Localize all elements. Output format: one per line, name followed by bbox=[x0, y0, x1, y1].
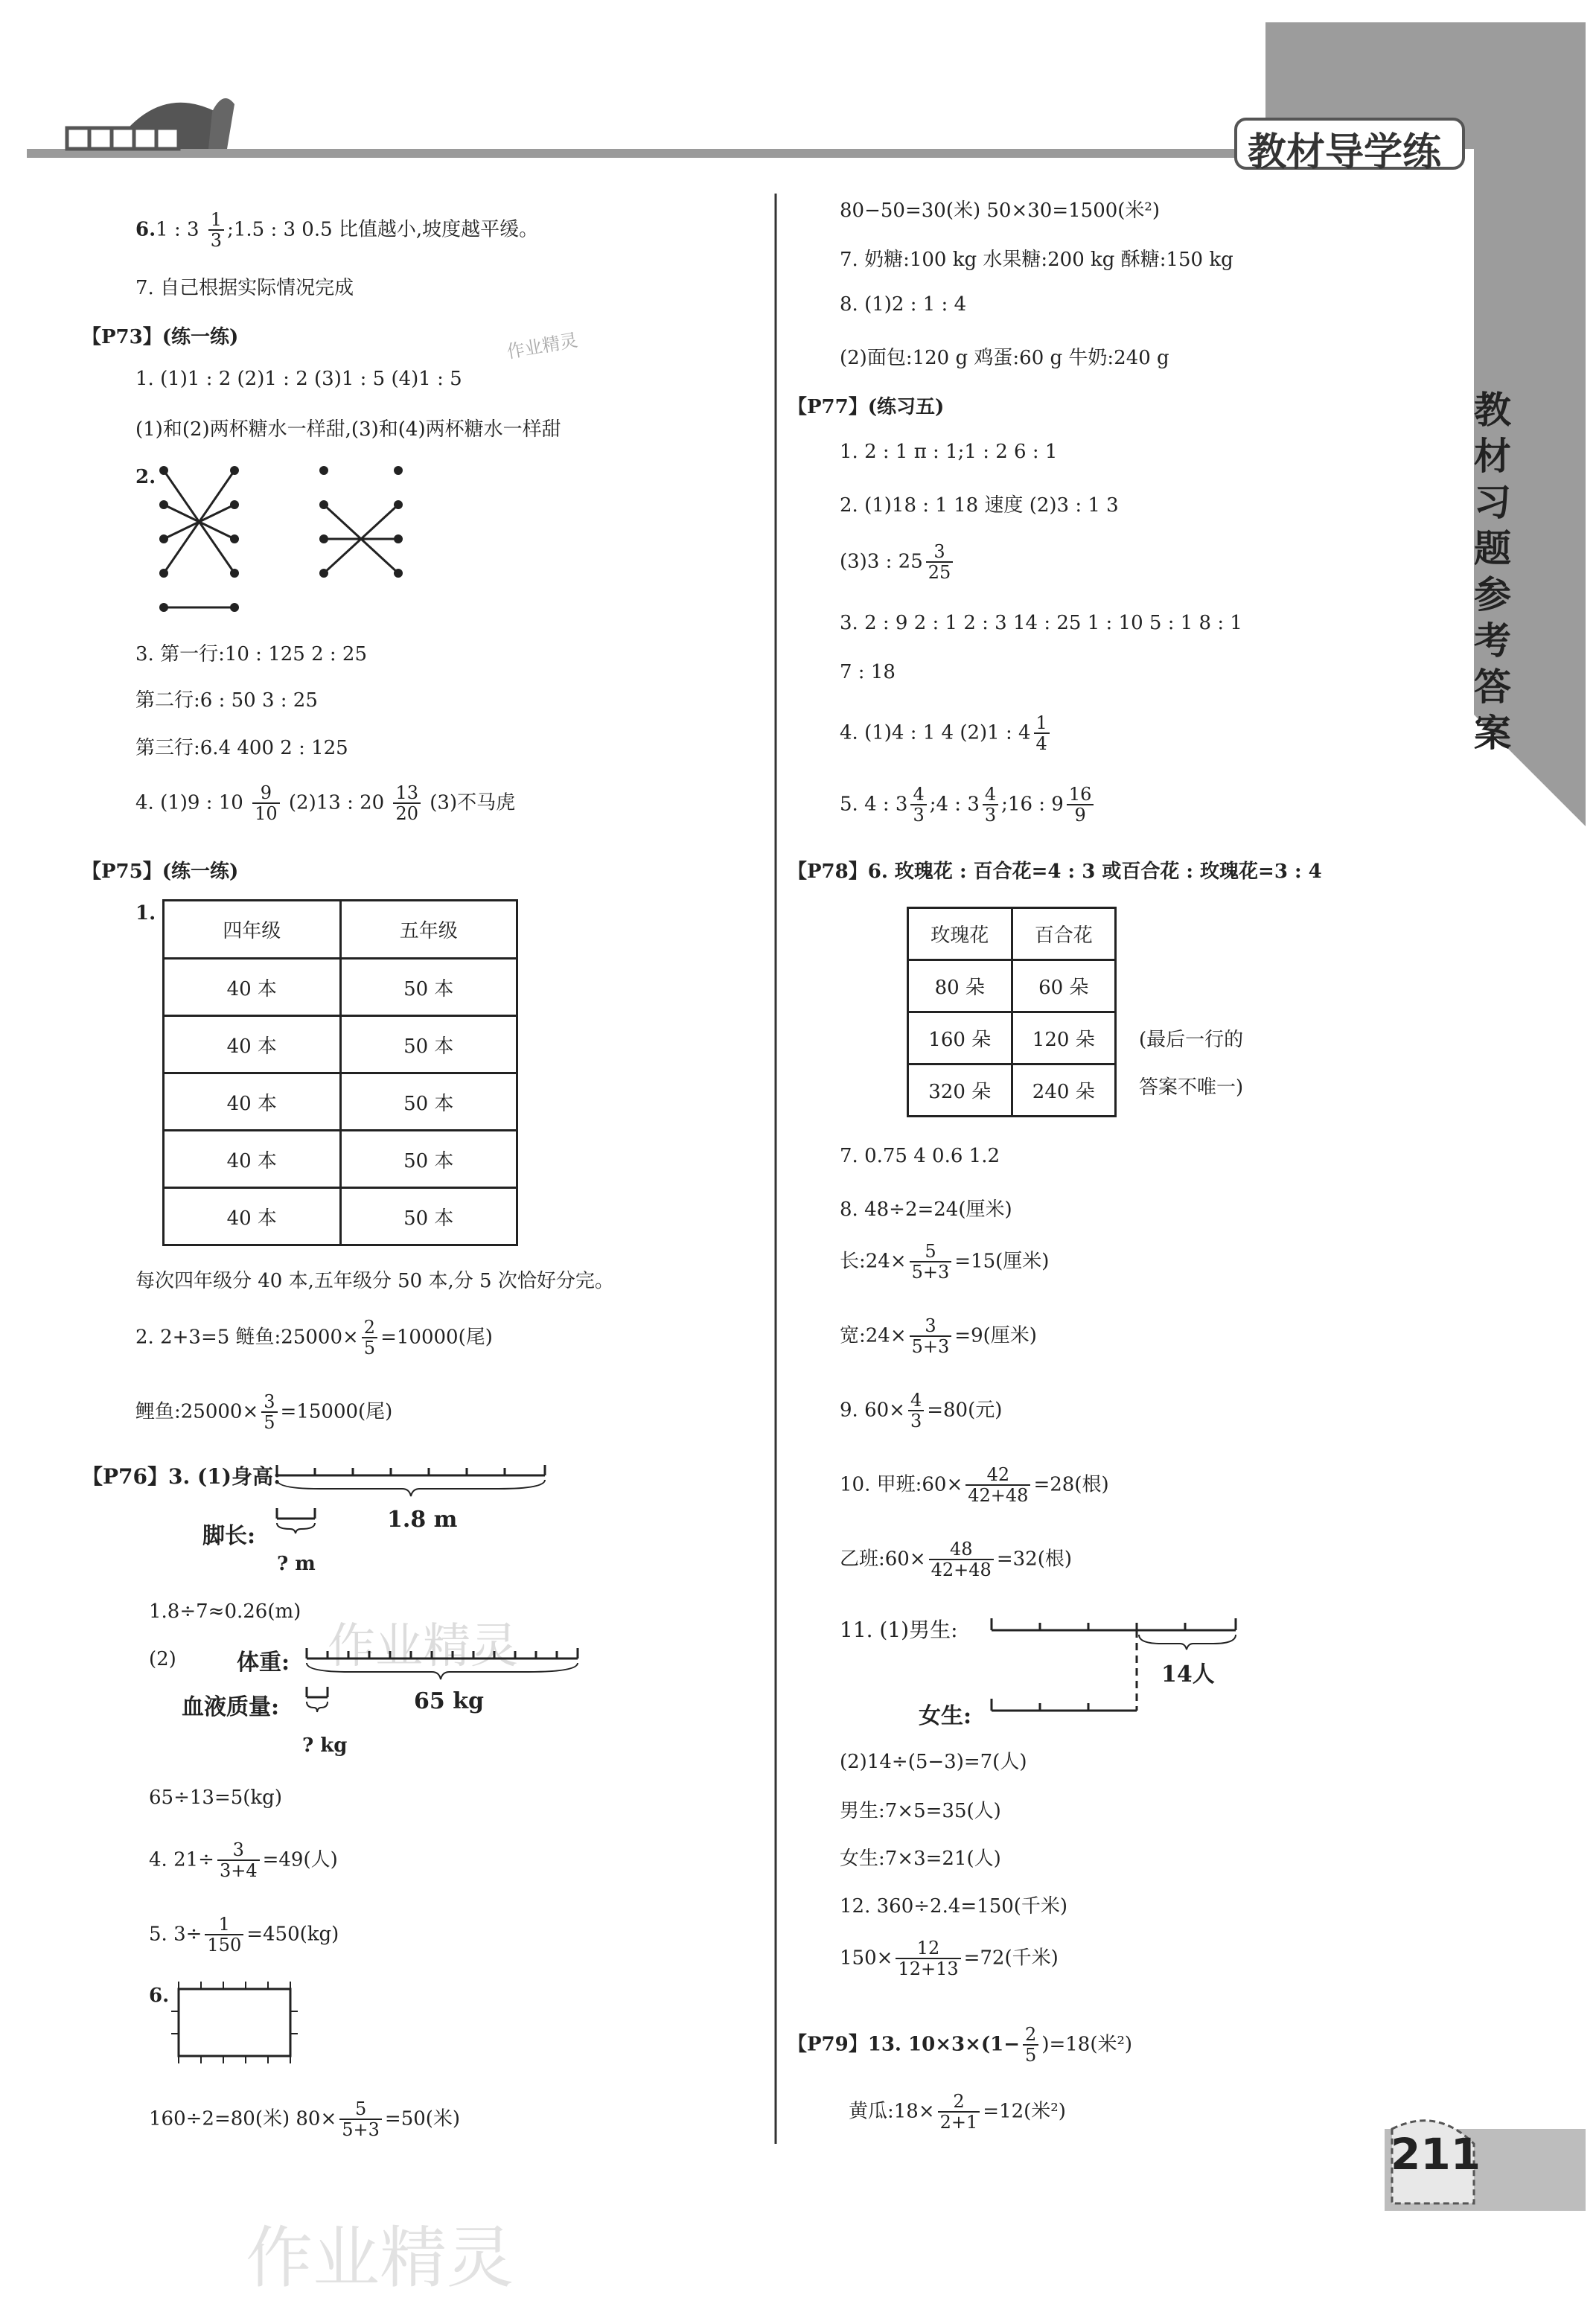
q4-part3: (3)不马虎 bbox=[430, 791, 516, 814]
height-length: 1.8 m bbox=[387, 1507, 458, 1533]
q2-fraction bbox=[362, 1318, 377, 1359]
girls-label: 女生: bbox=[919, 1703, 972, 1729]
p76-tag: 【P76】3. (1)身高: bbox=[82, 1464, 281, 1489]
q4-fraction1 bbox=[252, 783, 280, 824]
right-q10 bbox=[840, 1465, 1109, 1506]
p73-q2: 2. bbox=[135, 466, 156, 488]
p76-q6: 6. bbox=[149, 1985, 170, 2007]
p79-cucumber bbox=[849, 2092, 1066, 2133]
right-q12: 12. 360÷2.4=150(千米) bbox=[840, 1895, 1068, 1918]
right-q8: 8. (1)2 : 1 : 4 bbox=[840, 293, 967, 316]
p75-q2b bbox=[135, 1392, 392, 1433]
fraction-denominator: 42+48 bbox=[968, 1485, 1029, 1507]
q4-fraction bbox=[1034, 713, 1050, 754]
q9-part2: =80(元) bbox=[927, 1399, 1003, 1422]
wide-part2: =9(厘米) bbox=[954, 1324, 1037, 1347]
p77-q3b: 7 : 18 bbox=[840, 661, 896, 683]
q8-long bbox=[840, 1242, 1049, 1283]
table-cell: 160 朵 bbox=[908, 1012, 1012, 1064]
fraction-denominator: 5+3 bbox=[911, 1262, 950, 1283]
q11-boys: 男生:7×5=35(人) bbox=[840, 1800, 1001, 1822]
q4-part2: =49(人) bbox=[262, 1848, 338, 1871]
right-q7: 7. 奶糖:100 kg 水果糖:200 kg 酥糖:150 kg bbox=[840, 249, 1233, 271]
p77-q2: 2. (1)18 : 1 18 速度 (2)3 : 1 3 bbox=[840, 494, 1119, 517]
table-header: 四年级 bbox=[164, 901, 341, 959]
q12b-fraction bbox=[896, 1938, 960, 1979]
q5-fraction1 bbox=[910, 785, 926, 826]
fraction-denominator: 5 bbox=[1025, 2045, 1037, 2066]
p77-q2b bbox=[840, 542, 956, 583]
q5-part2: =450(kg) bbox=[246, 1923, 339, 1946]
p75-q2 bbox=[135, 1318, 493, 1359]
q12b-part2: =72(千米) bbox=[963, 1947, 1059, 1970]
q4-part2: (2)13 : 20 bbox=[288, 791, 385, 814]
p75-q1-number: 1. bbox=[135, 902, 156, 925]
table-cell: 40 本 bbox=[164, 1016, 341, 1073]
p79-fraction bbox=[1023, 2025, 1038, 2066]
q2b-part1: (3)3 : 25 bbox=[840, 550, 923, 573]
fraction-denominator: 3+4 bbox=[219, 1860, 258, 1882]
p79-part1: 【P79】13. 10×3×(1− bbox=[788, 2033, 1021, 2056]
table-cell: 50 本 bbox=[340, 1188, 517, 1245]
p76-calc2: 65÷13=5(kg) bbox=[149, 1787, 282, 1809]
fraction-denominator: 2+1 bbox=[939, 2112, 978, 2133]
fraction-numerator: 12 bbox=[896, 1938, 960, 1959]
q5-part1: 5. 4 : 3 bbox=[840, 793, 908, 816]
long-part2: =15(厘米) bbox=[954, 1250, 1050, 1273]
q6-calc-part2: =50(米) bbox=[384, 2107, 461, 2130]
fraction-numerator: 48 bbox=[929, 1539, 994, 1560]
p78-note1: (最后一行的 bbox=[1139, 1029, 1244, 1051]
fraction-numerator: 4 bbox=[908, 1391, 924, 1411]
fraction-denominator: 42+48 bbox=[931, 1559, 992, 1581]
table-cell: 40 本 bbox=[164, 1073, 341, 1131]
p76-q4 bbox=[149, 1840, 338, 1881]
q2b-part1: 鲤鱼:25000× bbox=[135, 1400, 259, 1423]
p73-q1b: (1)和(2)两杯糖水一样甜,(3)和(4)两杯糖水一样甜 bbox=[135, 418, 561, 441]
p75-tag: 【P75】(练一练) bbox=[82, 861, 239, 883]
fraction-numerator: 4 bbox=[910, 785, 926, 805]
table-cell: 60 朵 bbox=[1012, 960, 1116, 1012]
rectangle-tree-diagram bbox=[170, 1980, 304, 2069]
fraction-denominator: 3 bbox=[913, 805, 925, 826]
table-cell: 50 本 bbox=[340, 1016, 517, 1073]
fraction-numerator: 42 bbox=[965, 1465, 1030, 1486]
q10b-fraction bbox=[929, 1539, 994, 1580]
fraction-numerator: 5 bbox=[339, 2099, 382, 2120]
q5-fraction3 bbox=[1067, 785, 1094, 826]
q11-girls: 女生:7×3=21(人) bbox=[840, 1848, 1001, 1870]
fraction-numerator: 13 bbox=[393, 783, 421, 804]
weight-label: 体重: bbox=[237, 1650, 290, 1676]
q10-part2: =28(根) bbox=[1033, 1473, 1109, 1496]
fraction-denominator: 9 bbox=[1074, 805, 1086, 826]
p77-tag: 【P77】(练习五) bbox=[788, 396, 945, 418]
p76-q2: (2) bbox=[149, 1648, 176, 1670]
p77-q1: 1. 2 : 1 π : 1;1 : 2 6 : 1 bbox=[840, 441, 1058, 463]
q5-part1: 5. 3÷ bbox=[149, 1923, 202, 1946]
fraction-denominator: 25 bbox=[928, 562, 951, 584]
p75-table bbox=[162, 899, 518, 1246]
wide-part1: 宽:24× bbox=[840, 1324, 907, 1347]
table-header: 百合花 bbox=[1012, 908, 1116, 960]
q4-fraction2 bbox=[393, 783, 421, 824]
weight-kg: 65 kg bbox=[414, 1688, 484, 1714]
weight-segment-diagram bbox=[305, 1642, 588, 1731]
fraction-numerator: 2 bbox=[1023, 2025, 1038, 2046]
fraction-denominator: 3 bbox=[210, 230, 223, 252]
left-q6 bbox=[135, 210, 538, 251]
q6-number: 6. bbox=[135, 218, 156, 241]
q2-part1: 2. 2+3=5 鲢鱼:25000× bbox=[135, 1326, 359, 1349]
fraction-numerator: 16 bbox=[1067, 785, 1094, 805]
blood-label: 血液质量: bbox=[182, 1694, 280, 1720]
fraction-numerator: 5 bbox=[910, 1242, 952, 1262]
fraction-numerator: 1 bbox=[205, 1915, 243, 1935]
fraction-denominator: 12+13 bbox=[898, 1958, 959, 1980]
right-q8c: 8. 48÷2=24(厘米) bbox=[840, 1198, 1012, 1221]
table-cell: 40 本 bbox=[164, 1131, 341, 1188]
p73-q3b: 第二行:6 : 50 3 : 25 bbox=[135, 689, 318, 712]
q6-rest: ;1.5 : 3 0.5 比值越小,坡度越平缓。 bbox=[227, 218, 539, 241]
table-cell: 320 朵 bbox=[908, 1064, 1012, 1117]
cucumber-fraction bbox=[938, 2092, 980, 2133]
q8-wide bbox=[840, 1316, 1037, 1357]
column-divider bbox=[774, 194, 777, 2144]
q2-part2: =10000(尾) bbox=[380, 1326, 493, 1349]
q10-part1: 10. 甲班:60× bbox=[840, 1473, 963, 1496]
q4-part1: 4. (1)4 : 1 4 (2)1 : 4 bbox=[840, 721, 1031, 744]
blood-unknown: ? kg bbox=[302, 1734, 348, 1757]
page-number: 211 bbox=[1391, 2129, 1481, 2180]
table-cell: 40 本 bbox=[164, 1188, 341, 1245]
q6-ratio: 1 : 3 bbox=[156, 218, 200, 241]
p73-q3c: 第三行:6.4 400 2 : 125 bbox=[135, 737, 348, 759]
right-r1: 80−50=30(米) 50×30=1500(米²) bbox=[840, 199, 1160, 222]
p75-q1-note: 每次四年级分 40 本,五年级分 50 本,分 5 次恰好分完。 bbox=[135, 1270, 614, 1292]
q12b-part1: 150× bbox=[840, 1947, 893, 1970]
fraction-denominator: 3 bbox=[910, 1411, 922, 1432]
right-q9 bbox=[840, 1391, 1002, 1431]
matching-diagram bbox=[153, 462, 421, 610]
q6-calc-part1: 160÷2=80(米) 80× bbox=[149, 2107, 337, 2130]
cucumber-part1: 黄瓜:18× bbox=[849, 2100, 935, 2123]
boys-girls-diff: 14人 bbox=[1161, 1661, 1215, 1688]
watermark-middle: 作业精灵 bbox=[328, 1619, 518, 1674]
q5-part3: ;16 : 9 bbox=[1001, 793, 1064, 816]
p77-q4 bbox=[840, 713, 1053, 754]
p78-table bbox=[907, 907, 1117, 1117]
right-q10b bbox=[840, 1539, 1072, 1580]
q9-fraction bbox=[908, 1391, 924, 1431]
q4-fraction bbox=[217, 1840, 260, 1881]
p73-q1: 1. (1)1 : 2 (2)1 : 2 (3)1 : 5 (4)1 : 5 bbox=[135, 368, 462, 390]
long-part1: 长:24× bbox=[840, 1250, 907, 1273]
q6-calc-fraction bbox=[339, 2099, 382, 2140]
fraction-numerator: 4 bbox=[983, 785, 998, 805]
q5-part2: ;4 : 3 bbox=[929, 793, 980, 816]
fraction-denominator: 3 bbox=[984, 805, 997, 826]
q11-2: (2)14÷(5−3)=7(人) bbox=[840, 1751, 1027, 1773]
fraction-denominator: 150 bbox=[207, 1935, 242, 1956]
q2b-fraction bbox=[261, 1392, 277, 1433]
table-header: 五年级 bbox=[340, 901, 517, 959]
table-cell: 40 本 bbox=[164, 959, 341, 1016]
fraction-numerator: 2 bbox=[938, 2092, 980, 2113]
watermark-bottom: 作业精灵 bbox=[246, 2219, 514, 2297]
p79-q13 bbox=[788, 2025, 1132, 2066]
fraction-numerator: 3 bbox=[217, 1840, 260, 1861]
right-q8b: (2)面包:120 g 鸡蛋:60 g 牛奶:240 g bbox=[840, 347, 1169, 369]
right-q11: 11. (1)男生: bbox=[840, 1618, 958, 1642]
right-q7b: 7. 0.75 4 0.6 1.2 bbox=[840, 1145, 1000, 1167]
q10b-part1: 乙班:60× bbox=[840, 1548, 926, 1571]
p76-q6-calc bbox=[149, 2099, 460, 2140]
p73-q3a: 3. 第一行:10 : 125 2 : 25 bbox=[135, 643, 368, 665]
watermark-stamp: 作业精灵 bbox=[505, 329, 580, 363]
q2b-part2: =15000(尾) bbox=[280, 1400, 393, 1423]
q2b-fraction bbox=[926, 542, 954, 583]
fraction-denominator: 5+3 bbox=[342, 2119, 380, 2141]
fraction-denominator: 10 bbox=[255, 803, 278, 825]
q10-fraction bbox=[965, 1465, 1030, 1506]
foot-unknown: ? m bbox=[277, 1553, 316, 1575]
fraction-denominator: 4 bbox=[1035, 733, 1047, 755]
q4-part1: 4. (1)9 : 10 bbox=[135, 791, 243, 814]
table-cell: 120 朵 bbox=[1012, 1012, 1116, 1064]
q5-fraction bbox=[205, 1915, 243, 1956]
q9-part1: 9. 60× bbox=[840, 1399, 905, 1422]
q6-fraction bbox=[208, 210, 224, 251]
fraction-numerator: 3 bbox=[910, 1316, 952, 1337]
p76-calc1: 1.8÷7≈0.26(m) bbox=[149, 1600, 301, 1623]
cucumber-part2: =12(米²) bbox=[983, 2100, 1066, 2123]
q10b-part2: =32(根) bbox=[996, 1548, 1072, 1571]
fraction-numerator: 3 bbox=[926, 542, 954, 563]
p77-q5 bbox=[840, 785, 1097, 826]
long-fraction bbox=[910, 1242, 952, 1283]
fraction-numerator: 1 bbox=[208, 210, 224, 231]
p73-q4 bbox=[135, 783, 515, 824]
p79-part2: )=18(米²) bbox=[1041, 2033, 1133, 2056]
header-title: 教材导学练 bbox=[1248, 130, 1442, 175]
foot-label: 脚长: bbox=[202, 1523, 256, 1549]
p78-note2: 答案不唯一) bbox=[1139, 1076, 1244, 1099]
p78-tag: 【P78】6. 玫瑰花 : 百合花=4 : 3 或百合花 : 玫瑰花=3 : 4 bbox=[788, 861, 1322, 883]
fraction-denominator: 20 bbox=[395, 803, 419, 825]
table-cell: 80 朵 bbox=[908, 960, 1012, 1012]
fraction-numerator: 3 bbox=[261, 1392, 277, 1413]
table-header: 玫瑰花 bbox=[908, 908, 1012, 960]
table-cell: 50 本 bbox=[340, 1073, 517, 1131]
table-cell: 50 本 bbox=[340, 959, 517, 1016]
fraction-numerator: 1 bbox=[1034, 713, 1050, 734]
side-tab-label: 教材习题参考答案 bbox=[1474, 389, 1511, 755]
fraction-denominator: 5 bbox=[264, 1412, 275, 1434]
fraction-numerator: 9 bbox=[252, 783, 280, 804]
q5-fraction2 bbox=[983, 785, 998, 826]
p76-q5 bbox=[149, 1915, 339, 1956]
q4-part1: 4. 21÷ bbox=[149, 1848, 214, 1871]
p73-tag: 【P73】(练一练) bbox=[82, 326, 239, 348]
wide-fraction bbox=[910, 1316, 952, 1357]
right-q12b bbox=[840, 1938, 1059, 1979]
table-cell: 50 本 bbox=[340, 1131, 517, 1188]
p77-q3: 3. 2 : 9 2 : 1 2 : 3 14 : 25 1 : 10 5 : 1 8 : 1 bbox=[840, 612, 1242, 634]
table-cell: 240 朵 bbox=[1012, 1064, 1116, 1117]
fraction-numerator: 2 bbox=[362, 1318, 377, 1338]
left-q7: 7. 自己根据实际情况完成 bbox=[135, 277, 354, 299]
fraction-denominator: 5+3 bbox=[911, 1336, 950, 1358]
fraction-denominator: 5 bbox=[363, 1338, 376, 1359]
